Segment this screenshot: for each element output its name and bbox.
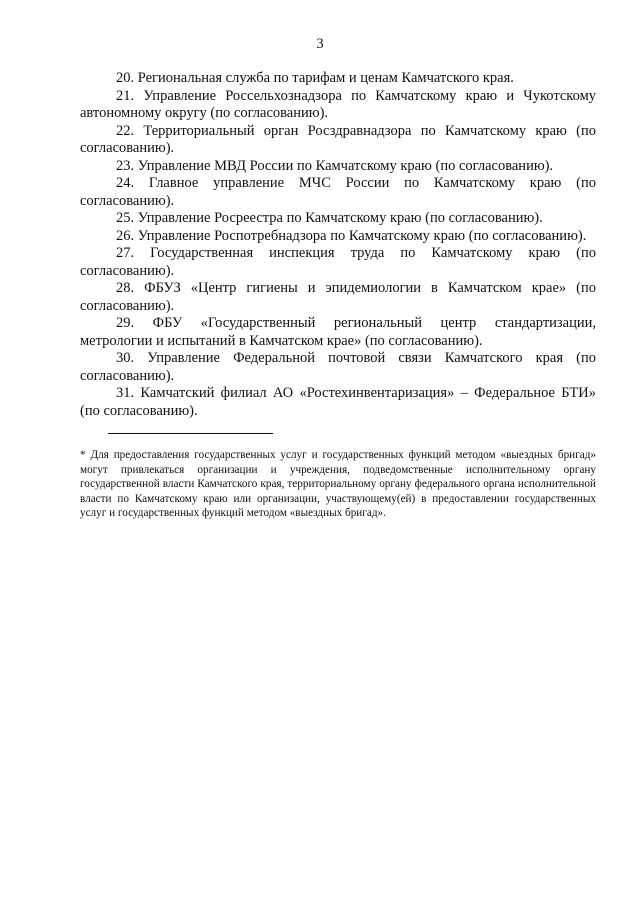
list-item: 28. ФБУЗ «Центр гигиены и эпидемиологии в Камчатском крае» (по согласованию). — [80, 280, 596, 314]
list-item: 23. Управление МВД России по Камчатскому краю (по согласованию). — [116, 157, 554, 174]
footnote: * Для предоставления государственных услуг и государственных функций методом «выездных бригад» могут привлекаться организации и учреждения, подведомственные исполнительному органу государственной власти Камчатского края, территориальному органу федерального органа исполнительной власти по Камчатскому краю или организации, участвующему(ей) в предоставлении государственных услуг и государственных функций методом «выездных бригад». — [80, 449, 596, 520]
list-item: 21. Управление Россельхознадзора по Камчатскому краю и Чукотскому автономному округу (по согласованию). — [80, 87, 596, 121]
list-item: 29. ФБУ «Государственный региональный центр стандартизации, метрологии и испытаний в Камчатском крае» (по согласованию). — [80, 315, 596, 349]
list-item: 30. Управление Федеральной почтовой связи Камчатского края (по согласованию). — [80, 350, 596, 384]
document-body — [80, 70, 596, 532]
page-number: 3 — [316, 36, 324, 52]
list-item: 31. Камчатский филиал АО «Ростехинвентаризация» – Федеральное БТИ» (по согласованию). — [80, 385, 596, 419]
list-item: 24. Главное управление МЧС России по Камчатскому краю (по согласованию). — [80, 175, 596, 209]
list-item: 26. Управление Роспотребнадзора по Камчатскому краю (по согласованию). — [116, 227, 587, 244]
list-item: 22. Территориальный орган Росздравнадзора по Камчатскому краю (по согласованию). — [80, 122, 596, 156]
list-item: 25. Управление Росреестра по Камчатскому краю (по согласованию). — [116, 210, 543, 226]
footnote-separator — [108, 433, 273, 434]
list-item: 20. Региональная служба по тарифам и ценам Камчатского края. — [116, 70, 514, 86]
list-item: 27. Государственная инспекция труда по Камчатскому краю (по согласованию). — [80, 245, 596, 279]
